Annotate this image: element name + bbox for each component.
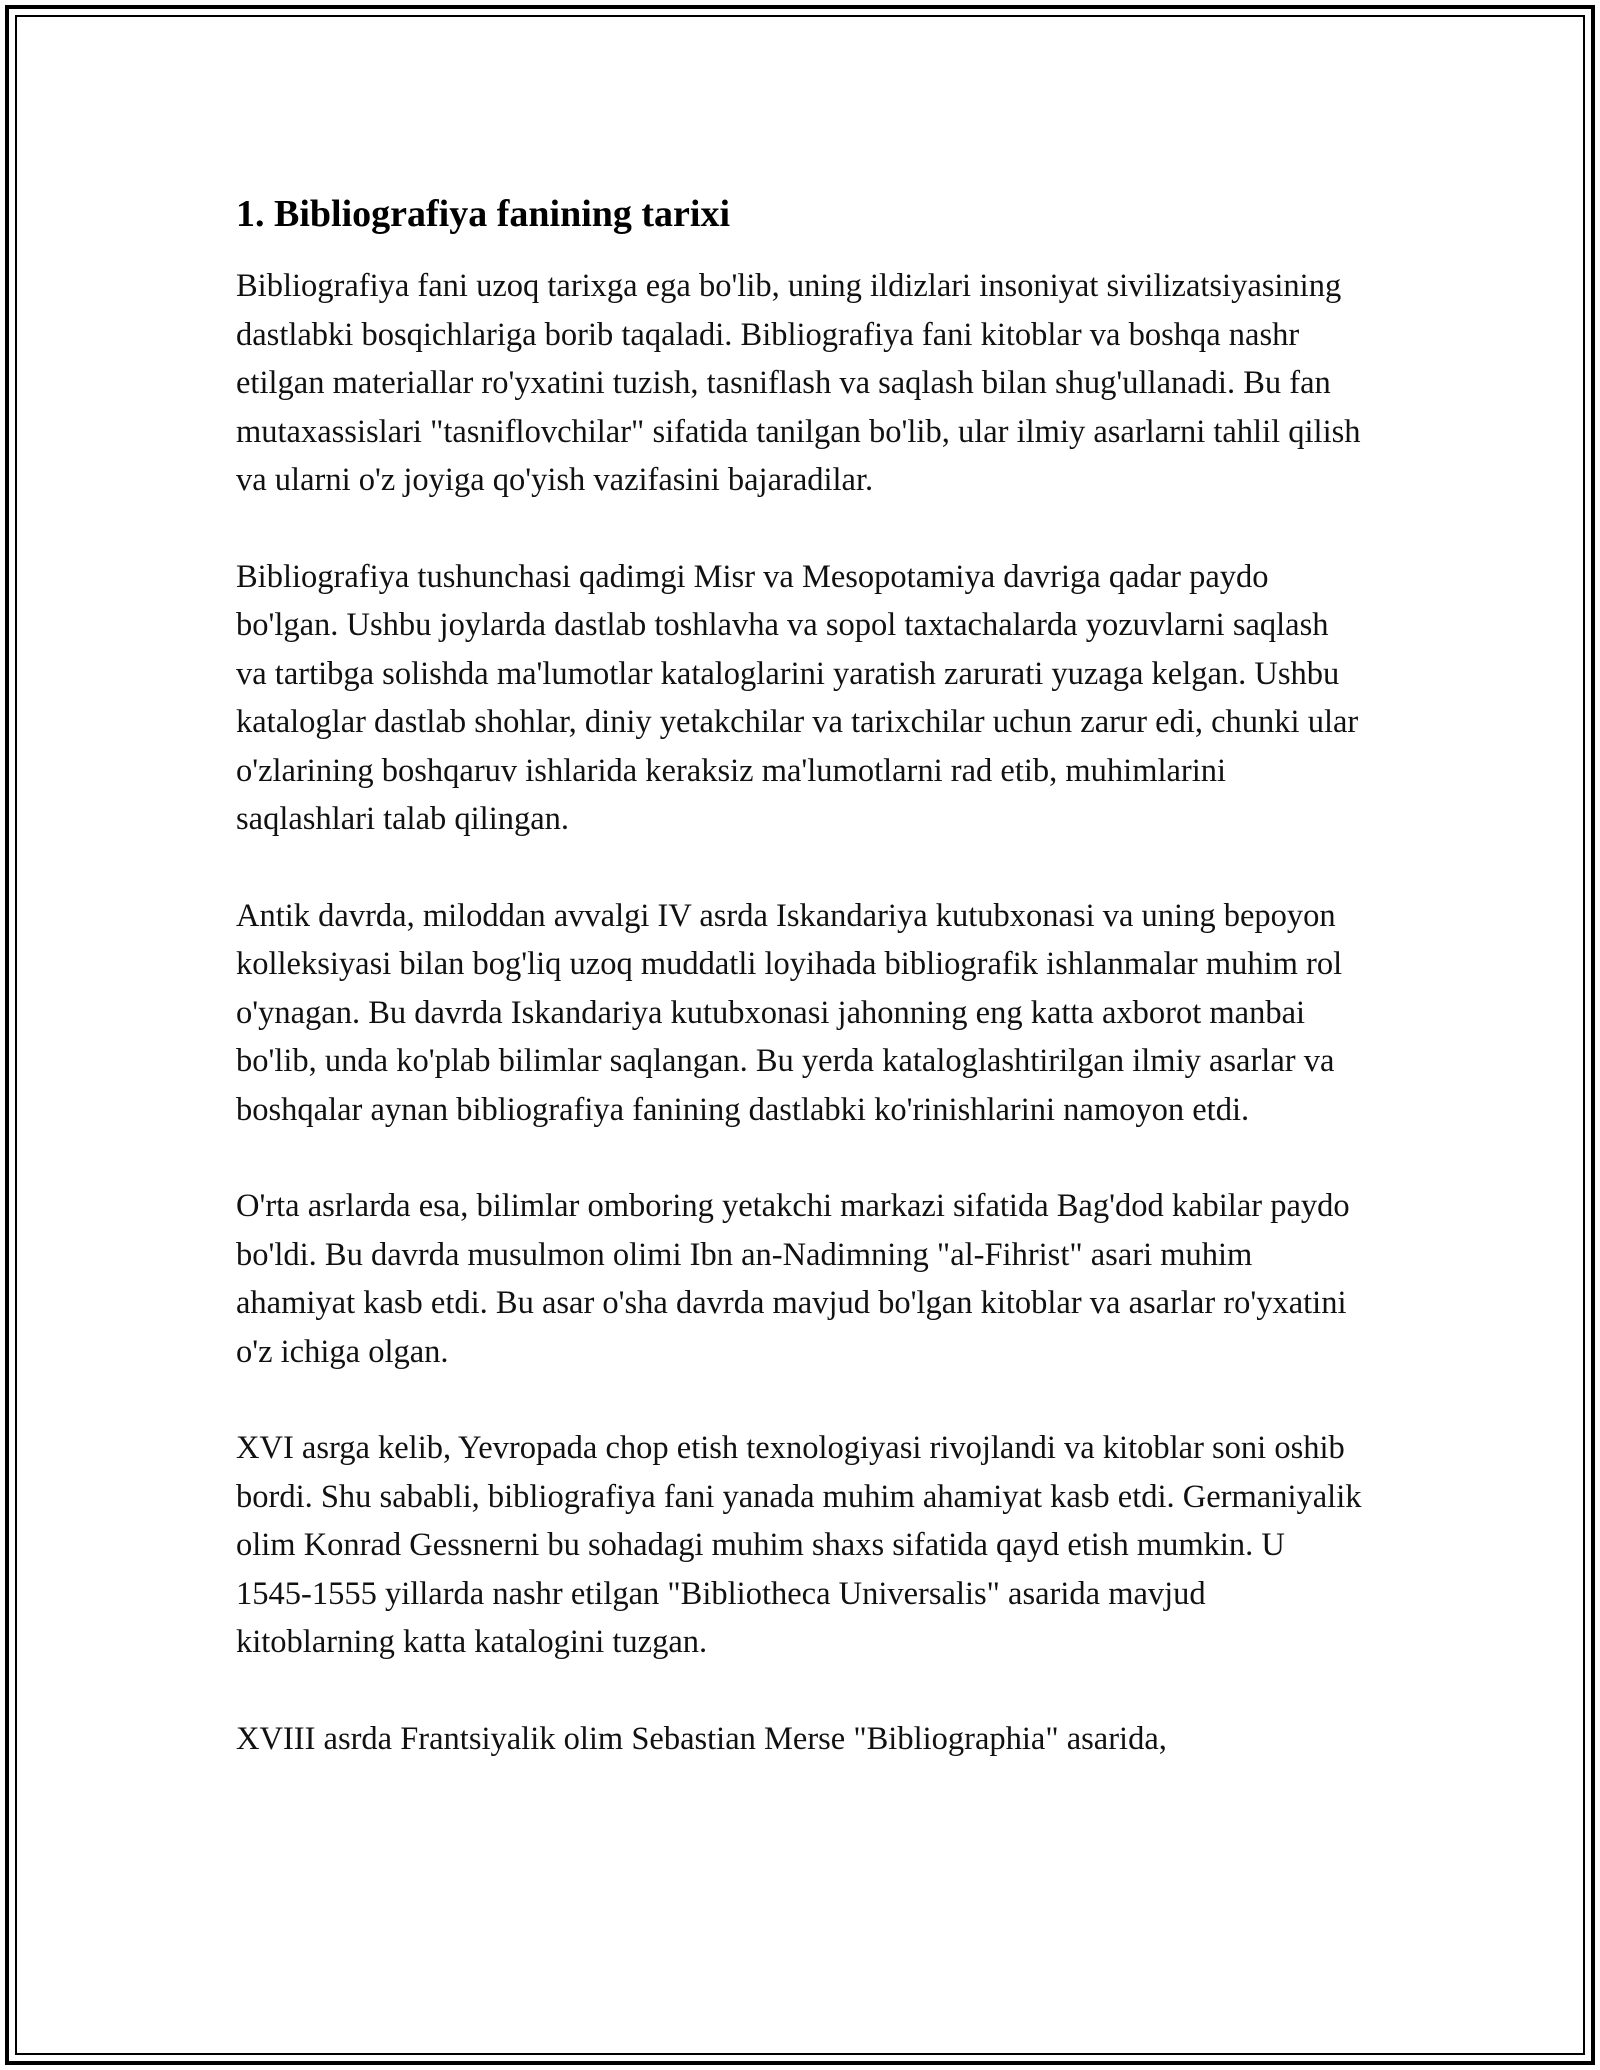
paragraph-5: XVI asrga kelib, Yevropada chop etish texnologiyasi rivojlandi va kitoblar soni oshib bordi. Shu sababli, bibliografiya fani yanada muhim ahamiyat kasb etdi. Germaniyalik olim Konrad Gessnerni bu sohadagi muhim shaxs sifatida qayd etish mumkin. U 1545-1555 yillarda nashr etilgan "Bibliotheca Universalis" asarida mavjud kitoblarning katta katalogini tuzgan. — [236, 1430, 1362, 1660]
paragraph-4: O'rta asrlarda esa, bilimlar omboring yetakchi markazi sifatida Bag'dod kabilar paydo bo'ldi. Bu davrda musulmon olimi Ibn an-Nadimning "al-Fihrist" asari muhim ahamiyat kasb etdi. Bu asar o'sha davrda mavjud bo'lgan kitoblar va asarlar ro'yxatini o'z ichiga olgan. — [236, 1188, 1350, 1370]
document-body — [236, 186, 1366, 1811]
paragraph-6: XVIII asrda Frantsiyalik olim Sebastian Merse "Bibliographia" asarida, — [236, 1720, 1167, 1757]
paragraph-2: Bibliografiya tushunchasi qadimgi Misr va Mesopotamiya davriga qadar paydo bo'lgan. Ushbu joylarda dastlab toshlavha va sopol taxtachalarda yozuvlarni saqlash va tartibga solishda ma'lumotlar kataloglarini yaratish zarurati yuzaga kelgan. Ushbu kataloglar dastlab shohlar, diniy yetakchilar va tarixchilar uchun zarur edi, chunki ular o'zlarining boshqaruv ishlarida keraksiz ma'lumotlarni rad etib, muhimlarini saqlashlari talab qilingan. — [236, 558, 1359, 837]
paragraph-3: Antik davrda, miloddan avvalgi IV asrda Iskandariya kutubxonasi va uning bepoyon kolleksiyasi bilan bog'liq uzoq muddatli loyihada bibliografik ishlanmalar muhim rol o'ynagan. Bu davrda Iskandariya kutubxonasi jahonning eng katta axborot manbai bo'lib, unda ko'plab bilimlar saqlangan. Bu yerda kataloglashtirilgan ilmiy asarlar va boshqalar aynan bibliografiya fanining dastlabki ko'rinishlarini namoyon etdi. — [236, 897, 1343, 1128]
section-heading: 1. Bibliografiya fanining tarixi — [236, 193, 731, 235]
paragraph-1: Bibliografiya fani uzoq tarixga ega bo'lib, uning ildizlari insoniyat sivilizatsiyasining dastlabki bosqichlariga borib taqaladi. Bibliografiya fani kitoblar va boshqa nashr etilgan materiallar ro'yxatini tuzish, tasniflash va saqlash bilan shug'ullanadi. Bu fan mutaxassislari "tasniflovchilar" sifatida tanilgan bo'lib, ular ilmiy asarlarni tahlil qilish va ularni o'z joyiga qo'yish vazifasini bajaradilar. — [236, 268, 1361, 498]
